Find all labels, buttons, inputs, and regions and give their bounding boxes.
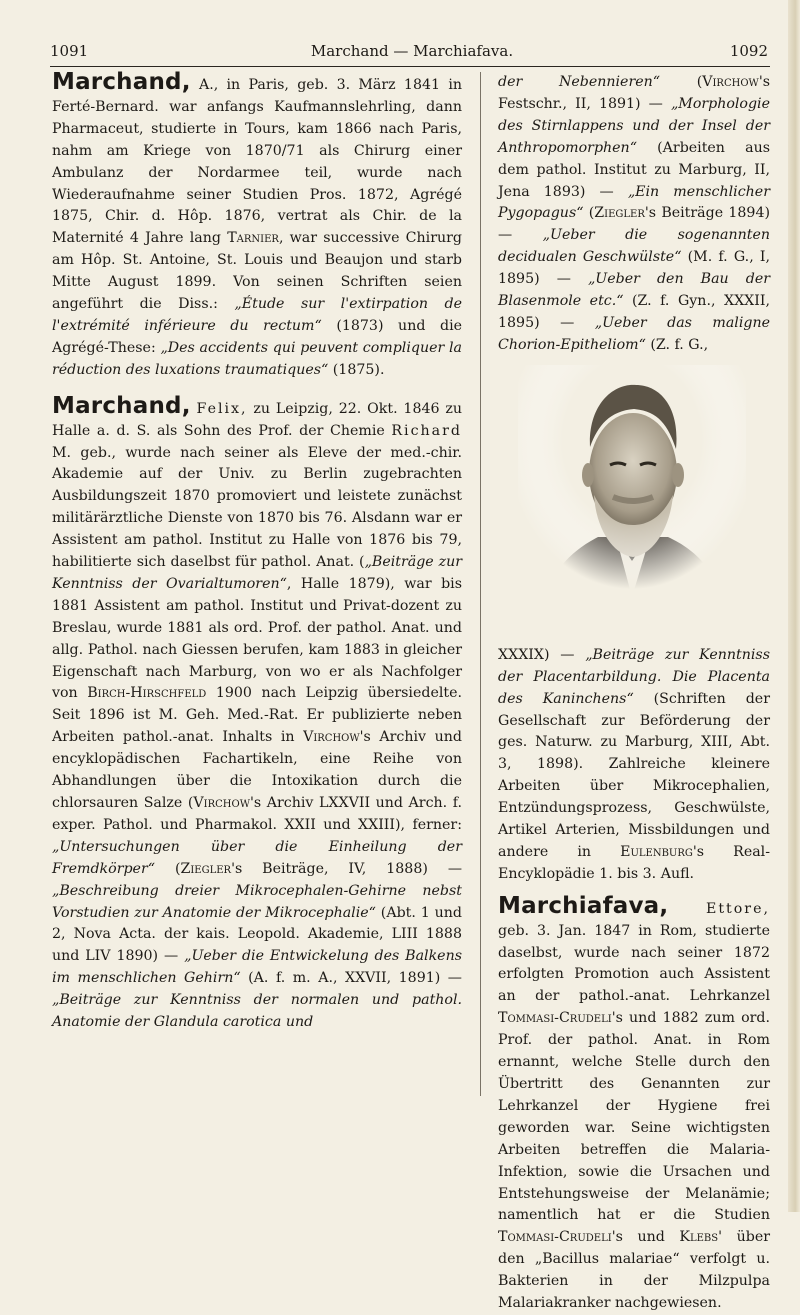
work-title: „Ueber die Entwickelung des Balkens im menschlichen Gehirn“ — [52, 948, 462, 987]
portrait-photo — [518, 365, 746, 635]
work-title: „Ueber die sogenannten decidualen Geschwülste“ — [498, 227, 771, 266]
entry-marchand-felix: Marchand, Felix, zu Leipzig, 22. Okt. 1846 zu Halle a. d. S. als Sohn des Prof. der Chemie Richard M. geb., wurde nach seiner als Eleve der med.-chir. Akademie auf der Univ. zu Berlin zugebrachten Ausbildungszeit 1870 promoviert und leistete zunächst militärärztliche Dienste von 1870 bis 76. Alsdann war er Assistent am pathol. Institut zu Halle von 1876 bis 79, habilitierte sich daselbst für pathol. Anat. („Beiträge zur Kenntniss der Ovarialtumoren“, Halle 1879), war bis 1881 Assistent am pathol. Institut und Privat-dozent zu Breslau, wurde 1881 als ord. Prof. der pathol. Anat. und allg. Pathol. nach Giessen berufen, kam 1883 in gleicher Eigenschaft nach Marburg, von wo er als Nachfolger von Birch-Hirschfeld 1900 nach Leipzig übersiedelte. Seit 1896 ist M. Geh. Med.-Rat. Er publizierte neben Arbeiten pathol.-anat. Inhalts in Virchow's Archiv und encyklopädischen Fachartikeln, eine Reihe von Abhandlungen über die Intoxikation durch die chlorsauren Salze (Virchow's Archiv LXXVII und Arch. f. exper. Pathol. und Pharmakol. XXII und XXIII), ferner: „Untersuchungen über die Einheilung der Fremdkörper“ (Ziegler's Beiträge, IV, 1888) — „Beschreibung dreier Mikrocephalen-Gehirne nebst Vorstudien zur Anatomie der Mikrocephalie“ (Abt. 1 und 2, Nova Acta. der kais. Leopold. Akademie, LIII 1888 und LIV 1890) — „Ueber die Entwickelung des Balkens im menschlichen Gehirn“ (A. f. m. A., XXVII, 1891) — „Beiträge zur Kenntniss der normalen und pathol. Anatomie der Glandula carotica und — [52, 392, 463, 1031]
work-title: „Beiträge zur Kenntniss der normalen und pathol. Anatomie der Glandula carotica und — [52, 992, 462, 1031]
person-name: Virchow — [303, 729, 360, 746]
work-title: „Beiträge zur Kenntniss der Placentarbildung. Die Placenta des Kaninchens“ — [498, 646, 770, 707]
work-title: „Morphologie des Stirnlappens und der Insel der Anthropomorphen“ — [498, 95, 770, 156]
person-name: Ziegler — [180, 860, 232, 877]
headword: Marchand, — [52, 392, 191, 419]
column-separator — [480, 72, 481, 1096]
right-page-number: 1092 — [729, 42, 768, 60]
entry-continuation-2: XXXIX) — „Beiträge zur Kenntniss der Placentarbildung. Die Placenta des Kaninchens“ (Schriften der Gesellschaft zur Beförderung der ges. Naturw. zu Marburg, XIII, Abt. 3, 1898). Zahlreiche kleinere Arbeiten über Mikrocephalien, Entzündungsprozess, Geschwülste, Artikel Arterien, Missbildungen und andere in Eulenburg's Real-Encyklopädie 1. bis 3. Aufl. — [498, 646, 771, 882]
left-page-number: 1091 — [50, 42, 89, 60]
entry-continuation: der Nebennieren“ (Virchow's Festschr., II, 1891) — „Morphologie des Stirnlappens und der Insel der Anthropomorphen“ (Arbeiten aus dem pathol. Institut zu Marburg, II, Jena 1893) — „Ein menschlicher Pygopagus“ (Ziegler's Beiträge 1894) — „Ueber die sogenannten decidualen Geschwülste“ (M. f. G., I, 1895) — „Ueber den Bau der Blasenmole etc.“ (Z. f. Gyn., XXXII, 1895) — „Ueber das maligne Chorion-Epitheliom“ (Z. f. G., — [498, 74, 771, 353]
entry-marchand-a: Marchand, A., in Paris, geb. 3. März 1841 in Ferté-Bernard. war anfangs Kaufmannslehrling, dann Pharmaceut, studierte in Tours, kam 1866 nach Paris, nahm am Kriege von 1870/71 als Chirurg einer Ambulanz der Nordarmee teil, wurde nach Wiederaufnahme seiner Studien Pros. 1872, Agrégé 1875, Chir. d. Hôp. 1876, vertrat als Chir. de la Maternité 4 Jahre lang Tarnier, war successive Chirurg am Hôp. St. Antoine, St. Louis und Beaujon und starb Mitte August 1899. Von seinen Schriften seien angeführt die Diss.: „Étude sur l'extirpation de l'extrémité inférieure du rectum“ (1873) und die Agrégé-These: „Des accidents qui peuvent compliquer la réduction des luxations traumatiques“ (1875). — [52, 69, 462, 378]
work-title: der Nebennieren“ — [498, 74, 661, 90]
work-title: „Ueber das maligne Chorion-Epitheliom“ — [498, 314, 770, 353]
headword: Marchiafava, — [498, 892, 669, 919]
work-title: „Untersuchungen über die Einheilung der Fremdkörper“ — [52, 838, 462, 877]
work-title: „Des accidents qui peuvent compliquer la réduction des luxations traumatiques“ — [52, 339, 462, 378]
quoted-term: „Bacillus malariae“ — [534, 1251, 680, 1268]
work-title: „Beiträge zur Kenntniss der Ovarialtumoren“ — [52, 554, 462, 592]
entry-marchiafava: Marchiafava, Ettore, geb. 3. Jan. 1847 in Rom, studierte daselbst, wurde nach seiner 1872 erfolgten Promotion auch Assistent an der pathol.-anat. Lehrkanzel Tommasi-Crudeli's und 1882 zum ord. Prof. der pathol. Anat. in Rom ernannt, welche Stelle durch den Übertritt des Genannten zur Lehrkanzel der Hygiene frei geworden war. Seine wichtigsten Arbeiten betreffen die Malaria-Infektion, sowie die Ursachen und Entstehungsweise der Melanämie; namentlich hat er die Studien Tommasi-Crudeli's und Klebs' über den „Bacillus malariae“ verfolgt u. Bakterien in der Milzpulpa Malariakranker nachgewiesen. — [498, 892, 770, 1312]
work-title: „Ein menschlicher Pygopagus“ — [498, 183, 770, 222]
first-name: Felix, — [196, 400, 248, 417]
running-header — [50, 42, 774, 68]
person-name: Birch-Hirschfeld — [87, 685, 207, 702]
page-edge — [788, 0, 800, 1212]
person-name: Virchow — [702, 74, 759, 90]
headword: Marchand, — [52, 69, 191, 95]
person-name: Klebs — [679, 1229, 719, 1246]
person-name: Tommasi-Crudeli — [498, 1010, 612, 1027]
first-name: Ettore, — [706, 900, 770, 917]
work-title: „Beschreibung dreier Mikrocephalen-Gehirne nebst Vorstudien zur Anatomie der Mikrocephalie“ — [52, 882, 462, 921]
running-title: Marchand — Marchiafava. — [310, 42, 514, 60]
person-name: Tommasi-Crudeli — [498, 1229, 612, 1246]
work-title: „Ueber den Bau der Blasenmole etc.“ — [498, 271, 770, 310]
header-rule — [50, 66, 770, 67]
left-column — [52, 69, 463, 1034]
person-name: Eulenburg — [620, 843, 693, 860]
portrait-engraving — [518, 365, 746, 635]
person-name: Ziegler — [594, 205, 645, 222]
work-title: „Étude sur l'extirpation de l'extrémité inférieure du rectum“ — [52, 296, 462, 334]
person-name: Virchow — [193, 795, 250, 811]
right-column — [498, 72, 770, 1315]
person-name: Richard — [391, 422, 462, 439]
person-name: Tarnier — [227, 230, 279, 247]
